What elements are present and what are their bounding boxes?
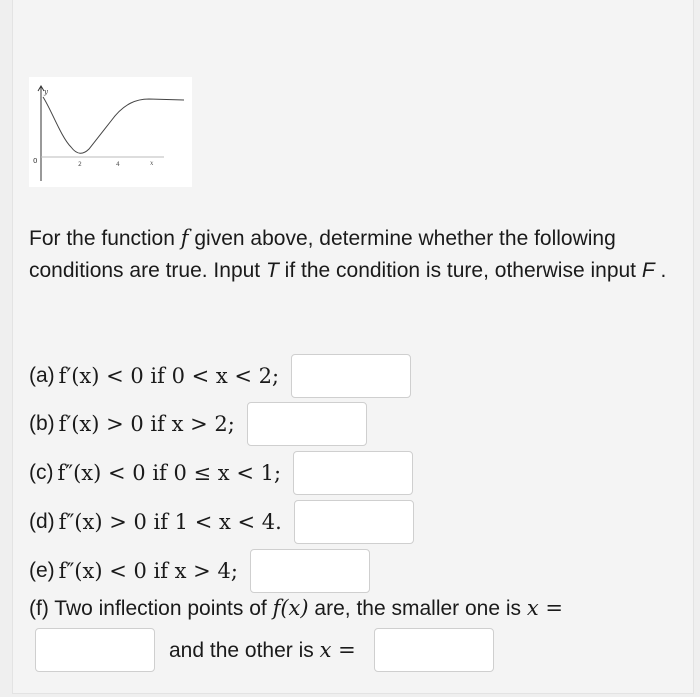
- part-f-text-3: and the other is: [169, 638, 320, 662]
- condition-expression: f′(x) > 0 if x > 2;: [58, 412, 235, 436]
- prompt-text-3: if the condition is ture, otherwise input: [278, 259, 642, 282]
- answer-input-b[interactable]: [247, 402, 367, 446]
- prompt-text-2: given above, determine whether the following conditions are true. Input: [29, 227, 616, 282]
- condition-e: [29, 547, 370, 595]
- condition-expression: f″(x) < 0 if 0 ≤ x < 1;: [57, 461, 282, 485]
- question-panel: [12, 0, 694, 694]
- prompt-text-4: .: [654, 259, 667, 282]
- condition-b: [29, 400, 367, 448]
- prompt-text-1: For the function: [29, 227, 181, 250]
- question-prompt: [29, 222, 669, 287]
- answer-input-e[interactable]: [250, 549, 370, 593]
- part-f-function: f(x): [272, 596, 309, 620]
- part-f-text-2: are, the smaller one is: [308, 597, 527, 620]
- condition-label: (a): [29, 364, 55, 387]
- condition-d: [29, 498, 414, 546]
- tick-label-2: 2: [78, 161, 82, 168]
- condition-c: [29, 449, 413, 497]
- answer-input-c[interactable]: [293, 451, 413, 495]
- prompt-function-symbol: f: [180, 226, 189, 250]
- condition-f: [29, 596, 563, 621]
- prompt-true-symbol: T: [265, 259, 279, 282]
- condition-f-inputs: [35, 628, 494, 672]
- answer-input-f-larger[interactable]: [374, 628, 494, 672]
- condition-expression: f″(x) > 0 if 1 < x < 4.: [58, 510, 282, 534]
- y-axis-label: y: [44, 88, 48, 96]
- answer-input-f-smaller[interactable]: [35, 628, 155, 672]
- function-graph: [29, 77, 192, 187]
- condition-expression: f′(x) < 0 if 0 < x < 2;: [58, 364, 280, 388]
- answer-input-d[interactable]: [294, 500, 414, 544]
- prompt-false-symbol: F: [641, 259, 655, 282]
- part-f-x-equals-2: x =: [319, 637, 356, 662]
- condition-expression: f″(x) < 0 if x > 4;: [58, 559, 238, 583]
- condition-label: (e): [29, 559, 55, 582]
- x-axis-label: x: [150, 160, 154, 167]
- origin-label: 0: [33, 157, 38, 165]
- condition-a: [29, 352, 411, 400]
- answer-input-a[interactable]: [291, 354, 411, 398]
- graph-svg: [29, 77, 192, 187]
- part-f-and-text: [169, 638, 356, 663]
- condition-label: (d): [29, 510, 55, 533]
- condition-label: (c): [29, 461, 54, 484]
- tick-label-4: 4: [116, 161, 120, 168]
- part-f-text-1: Two inflection points of: [48, 597, 273, 620]
- function-curve: [43, 97, 184, 153]
- condition-label: (b): [29, 412, 55, 435]
- part-f-x-equals: x =: [526, 596, 563, 620]
- condition-label: (f): [29, 597, 49, 620]
